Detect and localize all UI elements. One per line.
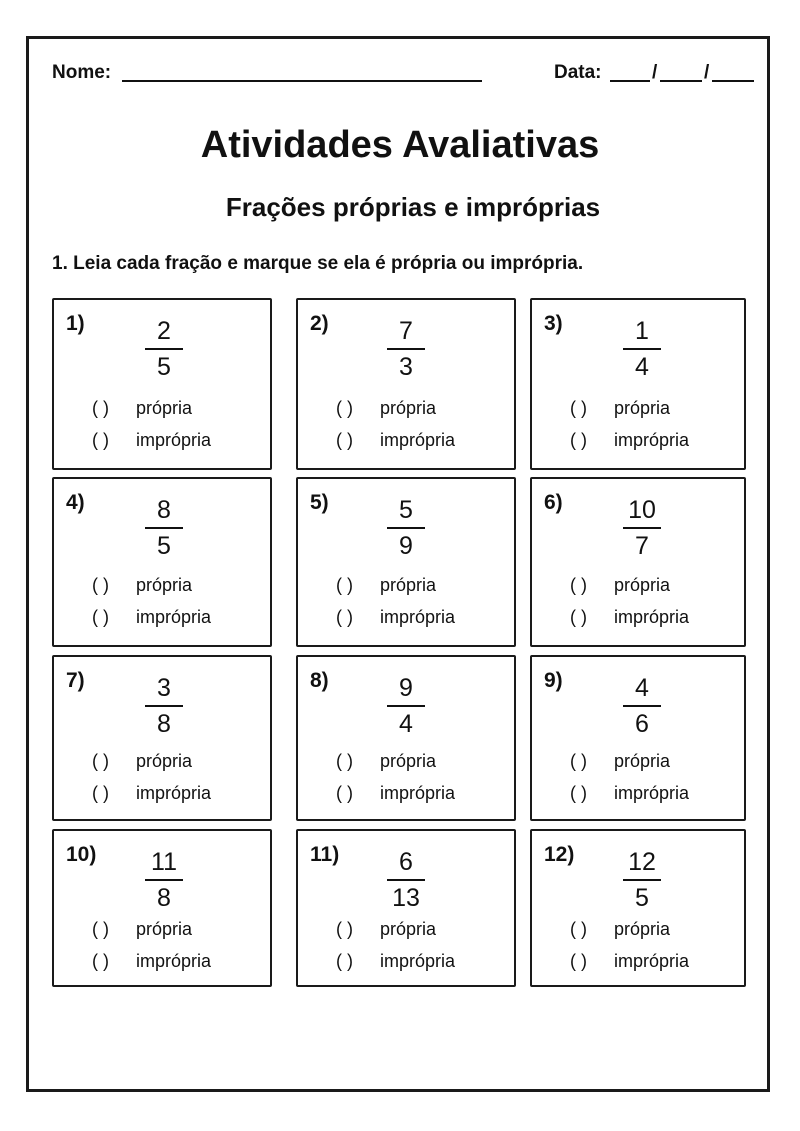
option-propria[interactable]	[570, 919, 670, 940]
instruction-text: 1. Leia cada fração e marque se ela é própria ou imprópria.	[52, 253, 584, 274]
fraction-bar	[145, 348, 183, 350]
numerator: 9	[399, 674, 413, 702]
exercise-number: 4)	[66, 491, 85, 514]
option-impropria[interactable]	[92, 607, 211, 628]
option-label: imprópria	[614, 430, 690, 450]
answer-checkbox[interactable]: ( )	[570, 951, 587, 971]
answer-checkbox[interactable]: ( )	[336, 398, 353, 418]
option-label: própria	[380, 398, 437, 418]
fraction-bar	[387, 705, 425, 707]
numerator: 8	[157, 496, 171, 524]
header-row	[52, 60, 754, 88]
date-label: Data:	[554, 62, 602, 83]
option-impropria[interactable]	[92, 783, 211, 804]
numerator: 3	[157, 674, 171, 702]
answer-checkbox[interactable]: ( )	[570, 430, 587, 450]
answer-checkbox[interactable]: ( )	[92, 430, 109, 450]
answer-checkbox[interactable]: ( )	[336, 951, 353, 971]
option-propria[interactable]	[336, 751, 436, 772]
option-propria[interactable]	[570, 575, 670, 596]
option-label: própria	[614, 398, 671, 418]
option-label: imprópria	[380, 430, 456, 450]
fraction	[376, 495, 436, 561]
fraction	[612, 673, 672, 739]
exercise-number: 5)	[310, 491, 329, 514]
option-label: própria	[136, 919, 193, 939]
numerator: 6	[399, 848, 413, 876]
numerator: 12	[628, 848, 656, 876]
option-label: imprópria	[614, 783, 690, 803]
exercise-number: 7)	[66, 669, 85, 692]
denominator: 8	[157, 710, 171, 738]
fraction-bar	[623, 879, 661, 881]
answer-checkbox[interactable]: ( )	[92, 919, 109, 939]
option-label: própria	[380, 919, 437, 939]
date-slash: /	[652, 62, 658, 83]
option-label: própria	[614, 751, 671, 771]
exercise-number: 2)	[310, 312, 329, 335]
option-impropria[interactable]	[336, 783, 455, 804]
fraction	[134, 495, 194, 561]
exercise-box	[52, 655, 272, 821]
option-propria[interactable]	[336, 575, 436, 596]
answer-checkbox[interactable]: ( )	[336, 575, 353, 595]
numerator: 10	[628, 496, 656, 524]
fraction	[376, 316, 436, 382]
option-label: própria	[614, 919, 671, 939]
exercise-box	[52, 829, 272, 987]
option-impropria[interactable]	[92, 430, 211, 451]
denominator: 6	[635, 710, 649, 738]
exercise-box	[296, 829, 516, 987]
exercise-number: 10)	[66, 843, 97, 866]
exercise-box	[296, 477, 516, 647]
fraction-bar	[387, 527, 425, 529]
option-impropria[interactable]	[570, 951, 689, 972]
option-label: imprópria	[614, 951, 690, 971]
numerator: 11	[151, 848, 177, 876]
option-label: própria	[614, 575, 671, 595]
fraction	[376, 673, 436, 739]
option-impropria[interactable]	[336, 951, 455, 972]
exercise-box	[530, 829, 746, 987]
option-propria[interactable]	[92, 751, 192, 772]
fraction-bar	[145, 879, 183, 881]
option-impropria[interactable]	[92, 951, 211, 972]
option-label: própria	[136, 751, 193, 771]
option-label: própria	[380, 751, 437, 771]
fraction-bar	[623, 527, 661, 529]
fraction	[376, 847, 436, 913]
exercise-box	[52, 298, 272, 470]
option-impropria[interactable]	[570, 607, 689, 628]
denominator: 5	[157, 532, 171, 560]
option-propria[interactable]	[92, 919, 192, 940]
exercise-box	[296, 655, 516, 821]
option-propria[interactable]	[92, 398, 192, 419]
answer-checkbox[interactable]: ( )	[336, 751, 353, 771]
option-label: imprópria	[614, 607, 690, 627]
denominator: 7	[635, 532, 649, 560]
denominator: 8	[157, 884, 171, 912]
exercise-number: 12)	[544, 843, 575, 866]
option-propria[interactable]	[570, 751, 670, 772]
name-label: Nome:	[52, 62, 112, 83]
answer-checkbox[interactable]: ( )	[570, 751, 587, 771]
option-label: imprópria	[136, 607, 212, 627]
name-field[interactable]	[122, 80, 482, 82]
option-propria[interactable]	[336, 919, 436, 940]
answer-checkbox[interactable]: ( )	[92, 398, 109, 418]
option-propria[interactable]	[570, 398, 670, 419]
answer-checkbox[interactable]: ( )	[92, 783, 109, 803]
option-label: própria	[136, 398, 193, 418]
exercise-number: 3)	[544, 312, 563, 335]
denominator: 5	[635, 884, 649, 912]
exercise-box	[530, 477, 746, 647]
answer-checkbox[interactable]: ( )	[92, 607, 109, 627]
answer-checkbox[interactable]: ( )	[92, 751, 109, 771]
exercise-number: 9)	[544, 669, 563, 692]
exercise-number: 1)	[66, 312, 85, 335]
fraction-bar	[387, 879, 425, 881]
page-subtitle: Frações próprias e impróprias	[225, 192, 601, 222]
date-day-field[interactable]	[610, 80, 650, 82]
exercise-box	[530, 298, 746, 470]
option-propria[interactable]	[336, 398, 436, 419]
answer-checkbox[interactable]: ( )	[336, 430, 353, 450]
option-impropria[interactable]	[570, 430, 689, 451]
date-month-field[interactable]	[660, 80, 702, 82]
numerator: 5	[399, 496, 413, 524]
answer-checkbox[interactable]: ( )	[336, 919, 353, 939]
answer-checkbox[interactable]: ( )	[92, 575, 109, 595]
answer-checkbox[interactable]: ( )	[570, 575, 587, 595]
answer-checkbox[interactable]: ( )	[570, 919, 587, 939]
denominator: 13	[392, 884, 420, 912]
fraction	[134, 847, 194, 913]
numerator: 2	[157, 317, 171, 345]
numerator: 7	[399, 317, 413, 345]
answer-checkbox[interactable]: ( )	[570, 783, 587, 803]
exercise-box	[52, 477, 272, 647]
answer-checkbox[interactable]: ( )	[92, 951, 109, 971]
option-label: imprópria	[136, 430, 212, 450]
exercise-number: 8)	[310, 669, 329, 692]
denominator: 4	[399, 710, 413, 738]
date-year-field[interactable]	[712, 80, 754, 82]
answer-checkbox[interactable]: ( )	[570, 607, 587, 627]
numerator: 4	[635, 674, 649, 702]
fraction-bar	[145, 705, 183, 707]
fraction-bar	[623, 705, 661, 707]
date-slash: /	[704, 62, 710, 83]
fraction	[612, 316, 672, 382]
fraction	[612, 495, 672, 561]
option-label: imprópria	[380, 783, 456, 803]
fraction-bar	[387, 348, 425, 350]
answer-checkbox[interactable]: ( )	[336, 607, 353, 627]
denominator: 9	[399, 532, 413, 560]
exercise-number: 6)	[544, 491, 563, 514]
fraction-bar	[623, 348, 661, 350]
fraction-bar	[145, 527, 183, 529]
numerator: 1	[635, 317, 649, 345]
denominator: 5	[157, 353, 171, 381]
exercise-box	[296, 298, 516, 470]
option-impropria[interactable]	[336, 607, 455, 628]
option-impropria[interactable]	[570, 783, 689, 804]
page-title: Atividades Avaliativas	[200, 124, 600, 166]
answer-checkbox[interactable]: ( )	[336, 783, 353, 803]
option-label: imprópria	[136, 951, 212, 971]
option-label: imprópria	[380, 607, 456, 627]
exercise-box	[530, 655, 746, 821]
option-label: imprópria	[136, 783, 212, 803]
exercise-number: 11)	[310, 843, 340, 866]
option-propria[interactable]	[92, 575, 192, 596]
option-label: própria	[136, 575, 193, 595]
answer-checkbox[interactable]: ( )	[570, 398, 587, 418]
option-label: imprópria	[380, 951, 456, 971]
option-label: própria	[380, 575, 437, 595]
denominator: 4	[635, 353, 649, 381]
fraction	[134, 673, 194, 739]
option-impropria[interactable]	[336, 430, 455, 451]
fraction	[612, 847, 672, 913]
denominator: 3	[399, 353, 413, 381]
fraction	[134, 316, 194, 382]
